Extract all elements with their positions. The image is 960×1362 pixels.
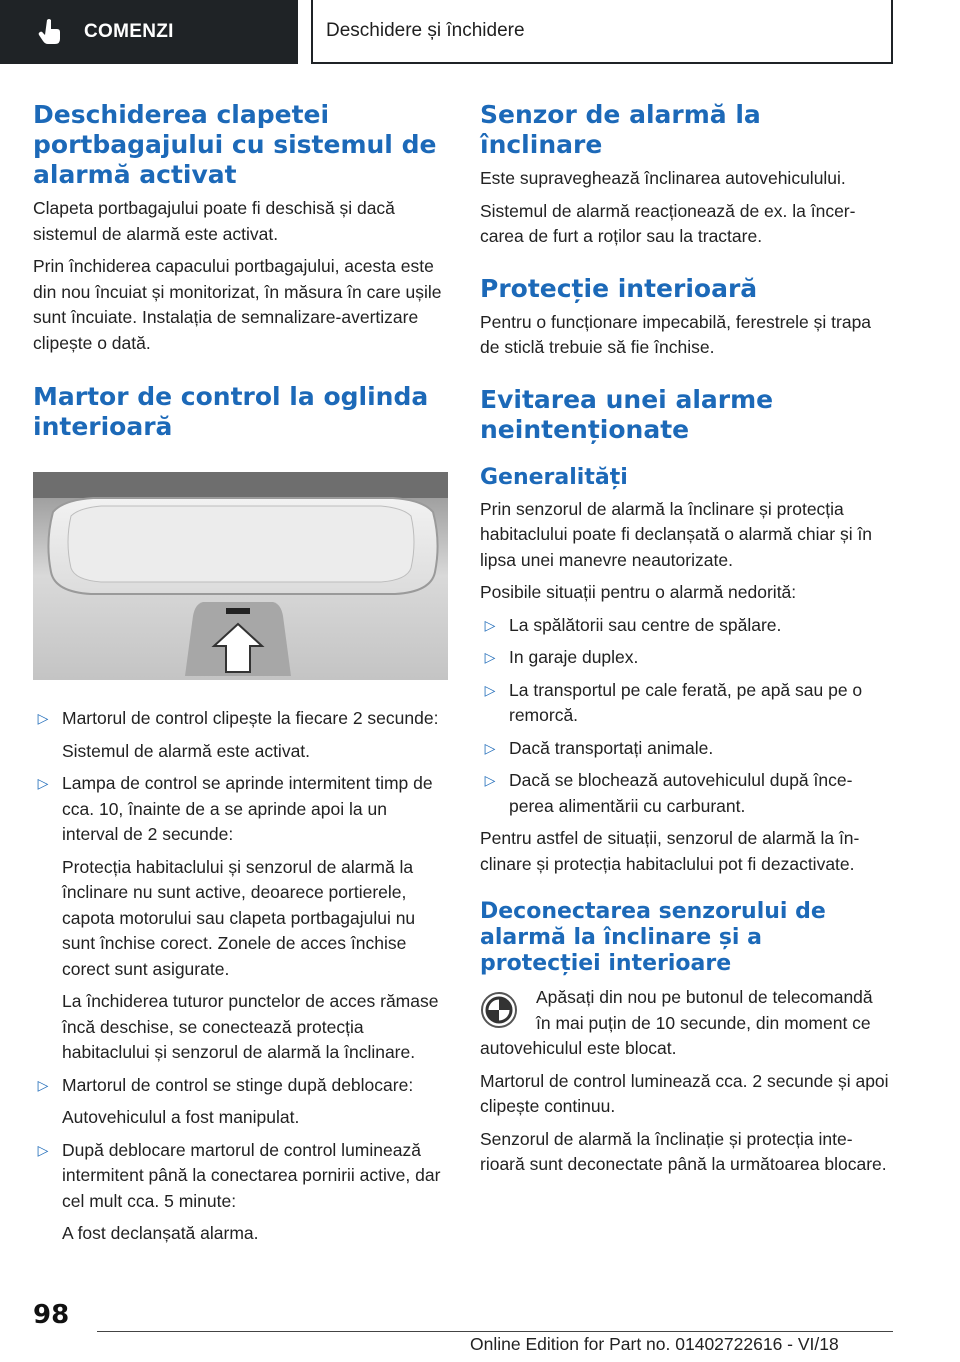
list-item: ▷ La spălătorii sau centre de spălare. (480, 613, 890, 639)
list-item: ▷ Dacă transportați animale. (480, 736, 890, 762)
triangle-bullet-icon: ▷ (484, 772, 496, 788)
heading-interior-protection: Protecție interioară (480, 273, 758, 303)
list-item-detail: Protecția habitaclului și senzorul de alarmă la înclinare nu sunt active, deoarece portierele, capota motorului sau clapeta portbagajului nu sunt închise corect. Zonele de acces închise corect sunt asigurate. (62, 856, 416, 979)
general-paragraph-3: Pentru astfel de situații, senzorul de alarmă la înclinare și protecția habitaclului pot fi dezactivate. (480, 828, 860, 874)
page-number: 98 (33, 1300, 70, 1330)
triangle-bullet-icon: ▷ (37, 1076, 49, 1093)
mirror-illustration (33, 472, 448, 680)
list-item: ▷ Dacă se blochează autovehiculul după începerea alimentării cu carburant. (480, 768, 890, 819)
triangle-bullet-icon: ▷ (37, 1141, 49, 1158)
situations-list (480, 613, 890, 820)
interior-paragraph-1: Pentru o funcționare impecabilă, ferestrele și trapa de sticlă trebuie să fie închise. (480, 311, 872, 357)
heading-general: Generalități (480, 464, 628, 490)
trunk-paragraph-2: Prin închiderea capacului portbagajului, acesta este din nou încuiat și monitorizat, în măsura în care ușile sunt încuiate. Instalația de semnalizare-avertizare clipește o dată. (33, 256, 442, 353)
section-tab[interactable] (0, 0, 298, 64)
heading-trunk-alarm: Deschiderea clapetei portbagajului cu sistemul de alarmă activat (33, 100, 437, 189)
heading-tilt-sensor: Senzor de alarmă la înclinare (480, 100, 761, 159)
footer-rule (97, 1331, 893, 1332)
triangle-bullet-icon: ▷ (484, 649, 496, 665)
edition-note: Online Edition for Part no. 01402722616 - VI/18 (470, 1334, 839, 1354)
chapter-header (311, 0, 893, 64)
general-paragraph-1: Prin senzorul de alarmă la înclinare și protecția habitaclului poate fi declanșată o alarmă chiar și în lipsa unei manevre neautorizate. (480, 498, 873, 570)
chapter-title: Deschidere și închidere (326, 20, 525, 41)
triangle-bullet-icon: ▷ (37, 710, 49, 726)
trunk-paragraph-1: Clapeta portbagajului poate fi deschisă și dacă sistemul de alarmă este activat. (33, 198, 395, 244)
disable-paragraph-3: Senzorul de alarmă la înclinație și protecția interioară sunt deconectate până la următoarea blocare. (480, 1128, 887, 1174)
list-item-detail: A fost declanșată alarma. (62, 1223, 259, 1243)
list-item: ▷ In garaje duplex. (480, 645, 890, 671)
remote-key-icon (480, 991, 518, 1029)
list-item: ▷ Martorul de control clipește la fiecare 2 secunde: Sistemul de alarmă este activat. (33, 706, 448, 764)
heading-indicator-mirror: Martor de control la oglinda interioară (33, 382, 429, 441)
tilt-paragraph-2: Sistemul de alarmă reacționează de ex. la încercarea de furt a roților sau la tractare. (480, 200, 856, 246)
list-item: ▷ Lampa de control se aprinde intermitent timp de cca. 10, înainte de a se aprinde apoi la un interval de 2 secunde: Protecția habitaclului și senzorul de alarmă la înclinare nu sunt active, deoarece portierele, capota motorului sau clapeta portbagajului nu sunt închise corect. Zonele de acces închise corect sunt asigurate. La închiderea tuturor punctelor de acces rămase încă deschise, se conectează protecția habitaclului și senzorul de alarmă la înclinare. (33, 771, 448, 1066)
heading-avoid-alarm: Evitarea unei alarme neintenționate (480, 384, 774, 444)
section-tab-label: COMENZI (84, 21, 174, 42)
triangle-bullet-icon: ▷ (484, 681, 496, 698)
triangle-bullet-icon: ▷ (484, 739, 496, 756)
left-column (33, 100, 448, 1247)
list-item: ▷ Martorul de control se stinge după deblocare: Autovehiculul a fost manipulat. (33, 1073, 448, 1131)
triangle-bullet-icon: ▷ (484, 616, 496, 633)
list-item: ▷ După deblocare martorul de control luminează intermitent până la conectarea pornirii active, dar cel mult cca. 5 minute: A fost declanșată alarma. (33, 1138, 448, 1247)
list-item-detail: Sistemul de alarmă este activat. (62, 740, 311, 761)
triangle-bullet-icon: ▷ (37, 775, 49, 791)
general-paragraph-2: Posibile situații pentru o alarmă nedorită: (480, 582, 797, 602)
indicator-list (33, 706, 448, 1247)
disable-block (480, 985, 890, 1062)
disable-paragraph-1: Apăsați din nou pe butonul de telecomandă în mai puțin de 10 secunde, din moment ce autovehiculul este blocat. (480, 987, 873, 1058)
list-item-detail: La închiderea tuturor punctelor de acces rămase încă deschise, se conectează protecția habitaclului și senzorul de alarmă la înclinare. (62, 991, 439, 1062)
disable-paragraph-2: Martorul de control luminează cca. 2 secunde și apoi clipește continuu. (480, 1070, 889, 1116)
rearview-mirror-image (33, 472, 448, 680)
list-item-detail: Autovehiculul a fost manipulat. (62, 1107, 300, 1127)
list-item: ▷ La transportul pe cale ferată, pe apă sau pe o remorcă. (480, 678, 890, 729)
heading-disable-sensor: Deconectarea senzorului de alarmă la înclinare și a protecției interioare (480, 899, 826, 976)
right-column (480, 100, 890, 1178)
hand-pointer-icon (38, 18, 64, 46)
tilt-paragraph-1: Este supraveghează înclinarea autovehiculului. (480, 168, 846, 188)
